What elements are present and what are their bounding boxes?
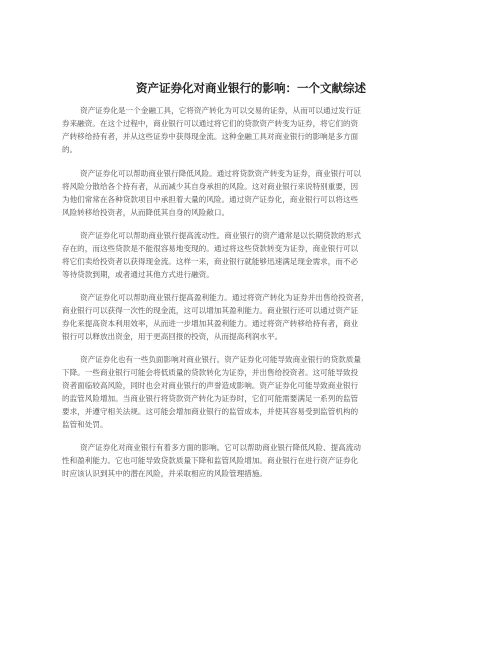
paragraph-line: 券来融资。在这个过程中，商业银行可以通过将它们的贷款资产转变为证券，将它们的资 [62, 119, 359, 128]
paragraph-line: 存在的，而这些贷款是不能很容易地变现的。通过将这些贷款转变为证券，商业银行可以 [62, 244, 359, 253]
paragraph-line: 银行可以释放出资金，用于更高回报的投资，从而提高利润水平。 [62, 332, 283, 341]
paragraph-line: 的监管风险增加。当商业银行将贷款资产转化为证券时，它们可能需要满足一系列的监管 [62, 394, 359, 403]
paragraph-line: 性和盈利能力。它也可能导致贷款质量下降和监管风险增加。商业银行在进行资产证券化 [62, 456, 359, 465]
paragraph-line: 资产证券化可以帮助商业银行降低风险。通过将贷款资产转变为证券，商业银行可以 [80, 169, 361, 178]
paragraph-line: 资产证券化对商业银行有着多方面的影响。它可以帮助商业银行降低风险、提高流动 [80, 443, 361, 452]
paragraph-line: 时应该认识到其中的潜在风险，并采取相应的风险管理措施。 [62, 469, 268, 478]
paragraph-line: 风险转移给投资者，从而降低其自身的风险敞口。 [62, 208, 230, 217]
paragraph-line: 要求，并遵守相关法规。这可能会增加商业银行的监管成本，并使其容易受到监管机构的 [62, 407, 359, 416]
paragraph-line: 监管和处罚。 [62, 420, 108, 429]
paragraph-2 [62, 167, 442, 219]
paragraph-line: 资者面临较高风险，同时也会对商业银行的声誉造成影响。资产证券化可能导致商业银行 [62, 381, 359, 390]
paragraph-6 [62, 441, 442, 480]
paragraph-4 [62, 291, 442, 343]
paragraph-line: 等待贷款到期，或者通过其他方式进行融资。 [62, 270, 214, 279]
paragraph-line: 下降。一些商业银行可能会将低质量的贷款转化为证券，并出售给投资者。这可能导致投 [62, 368, 359, 377]
paragraph-line: 资产证券化可以帮助商业银行提高流动性。商业银行的资产通常是以长期贷款的形式 [80, 231, 361, 240]
document-title: 资产证券化对商业银行的影响：一个文献综述 [136, 81, 366, 95]
paragraph-line: 资产证券化也有一些负面影响对商业银行。资产证券化可能导致商业银行的贷款质量 [80, 355, 361, 364]
paragraph-line: 资产证券化是一个金融工具，它将资产转化为可以交易的证券，从而可以通过发行证 [80, 106, 361, 115]
paragraph-3 [62, 229, 442, 281]
paragraph-line: 将它们卖给投资者以获得现金流。这样一来，商业银行就能够迅速满足现金需求，而不必 [62, 257, 359, 266]
paragraph-line: 产转移给持有者，并从这些证券中获得现金流。这种金融工具对商业银行的影响是多方面 [62, 132, 359, 141]
paragraph-1 [62, 104, 442, 156]
paragraph-line: 为他们常常在各种贷款项目中承担着大量的风险。通过资产证券化，商业银行可以将这些 [62, 195, 359, 204]
paragraph-line: 的。 [62, 145, 78, 154]
paragraph-5 [62, 353, 442, 431]
paragraph-line: 资产证券化可以帮助商业银行提高盈利能力。通过将资产转化为证券并出售给投资者， [80, 293, 369, 302]
paragraph-line: 券化来提高资本利用效率，从而进一步增加其盈利能力。通过将资产转移给持有者，商业 [62, 319, 359, 328]
paragraph-line: 商业银行可以获得一次性的现金流，这可以增加其盈利能力。商业银行还可以通过资产证 [62, 306, 359, 315]
paragraph-line: 将风险分散给各个持有者，从而减少其自身承担的风险。这对商业银行来说特别重要，因 [62, 182, 359, 191]
